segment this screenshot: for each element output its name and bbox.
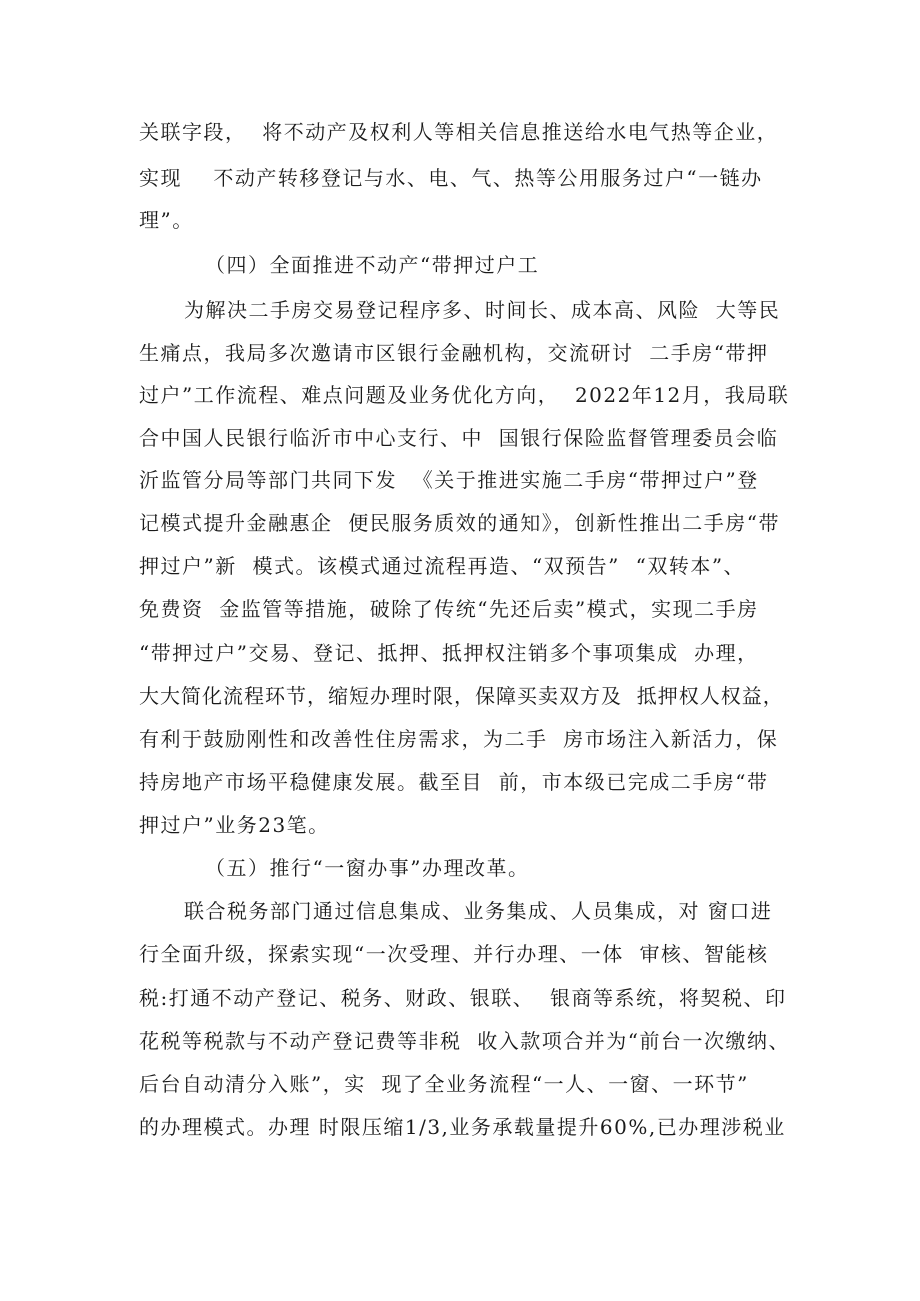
text-line: 税:打通不动产登记、税务、财政、银联、 银商等系统，将契税、印 [139, 986, 787, 1010]
text-line: 后台自动清分入账”，实 现了全业务流程“一人、一窗、一环节” [139, 1072, 749, 1096]
text-line: 记模式提升金融惠企 便民服务质效的通知》，创新性推出二手房“带 [139, 511, 780, 535]
text-line: 理”。 [139, 208, 194, 232]
text-line: 合中国人民银行临沂市中心支行、中 国银行保险监督管理委员会临 [139, 426, 779, 450]
text-line: 生痛点，我局多次邀请市区银行金融机构，交流研讨 二手房“带押 [139, 341, 769, 365]
text-line: 有利于鼓励刚性和改善性住房需求，为二手 房市场注入新活力，保 [139, 727, 779, 751]
text-line: 押过户”业务23笔。 [139, 813, 330, 837]
text-line: 免费资 金监管等措施，破除了传统“先还后卖”模式，实现二手房 [139, 597, 759, 621]
section-heading: （四）全面推进不动产“带押过户工 [205, 253, 540, 277]
text-line: 联合税务部门通过信息集成、业务集成、人员集成，对 窗口进 [184, 899, 773, 923]
text-line: 实现 不动产转移登记与水、电、气、热等公用服务过户“一链办 [139, 166, 763, 190]
text-line: 行全面升级，探索实现“一次受理、并行办理、一体 审核、智能核 [139, 942, 769, 966]
section-heading: （五）推行“一窗办事”办理改革。 [205, 856, 530, 880]
text-line: 押过户”新 模式。该模式通过流程再造、“双预告” “双转本”、 [139, 554, 746, 578]
text-line: “带押过户”交易、登记、抵押、抵押权注销多个事项集成 办理， [139, 641, 759, 665]
text-line: 大大简化流程环节，缩短办理时限，保障买卖双方及 抵押权人权益， [139, 684, 784, 708]
text-line: 为解决二手房交易登记程序多、时间长、成本高、风险 大等民 [184, 298, 781, 322]
text-line: 关联字段， 将不动产及权利人等相关信息推送给水电气热等企业， [139, 120, 779, 144]
text-line: 过户”工作流程、难点问题及业务优化方向， 2022年12月，我局联 [139, 383, 790, 407]
text-line: 的办理模式。办理 时限压缩1/3,业务承载量提升60%,已办理涉税业 [139, 1115, 786, 1139]
text-line: 持房地产市场平稳健康发展。截至目 前，市本级已完成二手房“带 [139, 770, 769, 794]
text-line: 花税等税款与不动产登记费等非税 收入款项合并为“前台一次缴纳、 [139, 1029, 790, 1053]
text-line: 沂监管分局等部门共同下发 《关于推进实施二手房“带押过户”登 [139, 468, 759, 492]
